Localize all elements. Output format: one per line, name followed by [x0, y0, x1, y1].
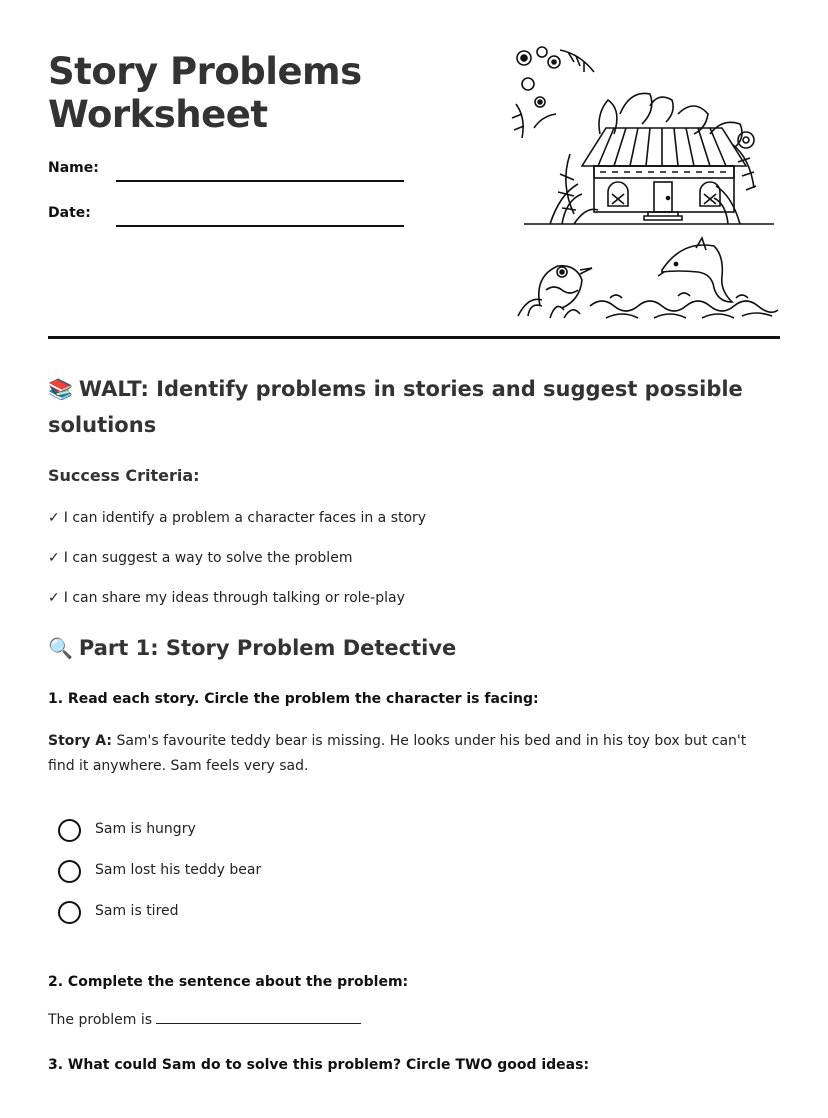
- house-icon: [582, 128, 746, 220]
- date-label: Date:: [48, 205, 91, 221]
- question-2: 2. Complete the sentence about the problem:: [48, 974, 409, 990]
- question-1: 1. Read each story. Circle the problem the character is facing:: [48, 691, 539, 707]
- problem-answer-blank[interactable]: [156, 1022, 361, 1024]
- radio-circle-icon[interactable]: [58, 819, 81, 842]
- part1-heading: 🔍 Part 1: Story Problem Detective: [48, 636, 457, 660]
- check-icon: ✓: [48, 550, 60, 566]
- magnifier-icon: 🔍: [48, 636, 73, 660]
- plants-icon: [524, 184, 774, 224]
- bird-icon: [518, 266, 592, 318]
- foliage-icon: [512, 47, 594, 138]
- books-icon: 📚: [48, 377, 73, 401]
- page-title: Story Problems Worksheet: [48, 50, 362, 136]
- check-icon: ✓: [48, 510, 60, 526]
- story-a: [48, 729, 768, 779]
- walt-heading: 📚 WALT: Identify problems in stories and suggest possible solutions: [48, 377, 743, 437]
- success-criteria-heading: Success Criteria:: [48, 466, 200, 485]
- name-label: Name:: [48, 160, 99, 176]
- date-field[interactable]: [116, 225, 404, 227]
- criterion-item: ✓ I can share my ideas through talking or role-play: [48, 590, 405, 606]
- dolphin-icon: [658, 238, 732, 302]
- problem-sentence: The problem is: [48, 1012, 361, 1028]
- house-illustration: [510, 44, 782, 324]
- story-a-text: Sam's favourite teddy bear is missing. He looks under his bed and in his toy box but can't find it anywhere. Sam feels very sad.: [48, 733, 747, 774]
- radio-circle-icon[interactable]: [58, 901, 81, 924]
- question-3: 3. What could Sam do to solve this problem? Circle TWO good ideas:: [48, 1057, 590, 1073]
- radio-circle-icon[interactable]: [58, 860, 81, 883]
- check-icon: ✓: [48, 590, 60, 606]
- story-a-label: Story A:: [48, 733, 112, 749]
- header-divider: [48, 336, 780, 339]
- criterion-item: ✓ I can suggest a way to solve the problem: [48, 550, 353, 566]
- name-field[interactable]: [116, 180, 404, 182]
- waves-icon: [590, 293, 778, 318]
- criterion-item: ✓ I can identify a problem a character faces in a story: [48, 510, 427, 526]
